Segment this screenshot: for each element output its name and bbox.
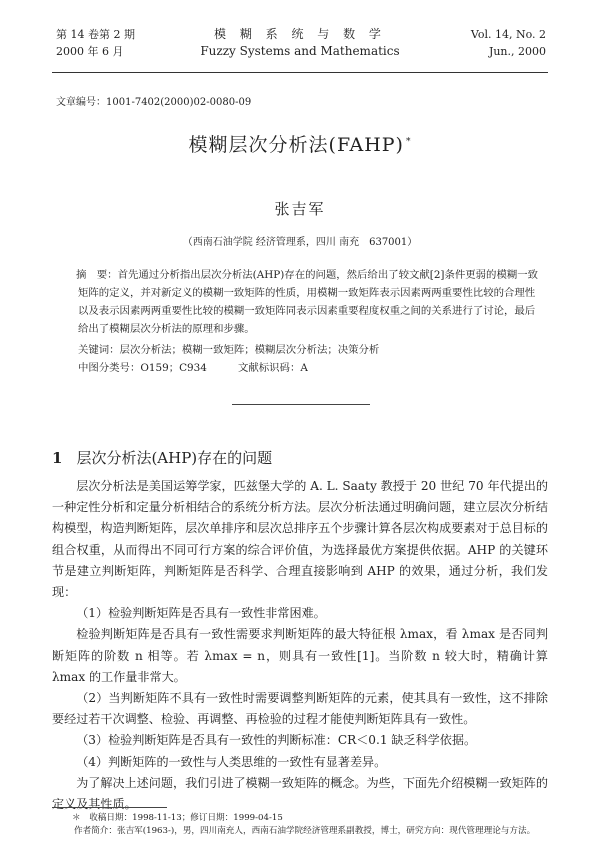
section-number: 1 [52, 449, 63, 467]
paragraph: 检验判断矩阵是否具有一致性需要求判断矩阵的最大特征根 λmax，看 λmax 是否同判断矩阵的阶数 n 相等。若 λmax = n，则具有一致性[1]。当阶数 n 较大时，精确计算 λmax 的工作量非常大。 [52, 627, 548, 684]
paper-title-text: 模糊层次分析法(FAHP) [188, 134, 404, 156]
abstract-text: 首先通过分析指出层次分析法(AHP)存在的问题，然后给出了较文献[2]条件更弱的模糊一致矩阵的定义，并对新定义的模糊一致矩阵的性质，用模糊一致矩阵表示因素两两重要性比较的合理性以及表示因素两两重要性比较的模糊一致矩阵同表示因素重要程度权重之间的关系进行了讨论，最后给出了模糊层次分析法的原理和步骤。 [78, 269, 539, 335]
list-item: （2）当判断矩阵不具有一致性时需要调整判断矩阵的元素，使其具有一致性，这不排除要经过若干次调整、检验、再调整、再检验的过程才能使判断矩阵具有一致性。 [52, 691, 548, 727]
section-title: 层次分析法(AHP)存在的问题 [76, 449, 273, 467]
footnotes [52, 812, 548, 838]
separator-rule [232, 404, 370, 405]
section-heading [52, 447, 272, 468]
classification-line [78, 359, 379, 377]
list-item: （1）检验判断矩阵是否具有一致性非常困难。 [76, 606, 326, 621]
paragraph: 层次分析法是美国运筹学家，匹兹堡大学的 A. L. Saaty 教授于 20 世纪 70 年代提出的一种定性分析和定量分析相结合的系统分析方法。层次分析法通过明确问题，建立层次分析结构模型，构造判断矩阵，层次单排序和层次总排序五个步骤计算各层次构成要素对于总目标的组合权重，从而得出不同可行方案的综合评价值，为选择最优方案提供依据。AHP 的关键环节是建立判断矩阵，判断矩阵是否科学、合理直接影响到 AHP 的效果，通过分析，我们发现： [52, 479, 548, 600]
paragraph: 为了解决上述问题，我们引进了模糊一致矩阵的概念。为些，下面先介绍模糊一致矩阵的定义及其性质。 [52, 775, 548, 812]
header-right [471, 26, 546, 60]
footnote-received: ＊ 收稿日期：1998-11-13；修订日期：1999-04-15 [72, 813, 283, 823]
journal-name-en: Fuzzy Systems and Mathematics [200, 44, 400, 58]
list-item: （3）检验判断矩阵是否具有一致性的判断标准：CR＜0.1 缺乏科学依据。 [76, 733, 477, 748]
publication-date-cn: 2000 年 6 月 [56, 45, 124, 58]
article-meta [78, 341, 379, 377]
volume-issue-en: Vol. 14, No. 2 [470, 28, 546, 41]
paper-title [0, 130, 600, 157]
abstract [78, 266, 540, 338]
clc-number: 中图分类号：O159；C934 [78, 362, 207, 374]
footnote-author-bio: 作者简介：张吉军(1963-)，男，四川南充人，西南石油学院经济管理系副教授，博士，研究方向：现代管理理论与方法。 [74, 826, 536, 836]
author-name: 张吉军 [274, 200, 326, 218]
abstract-label: 摘 要： [76, 269, 118, 281]
publication-date-en: Jun., 2000 [488, 45, 546, 58]
title-footnote-mark: * [405, 136, 412, 147]
volume-issue-cn: 第 14 卷第 2 期 [56, 28, 135, 41]
author-affiliation: （西南石油学院 经济管理系，四川 南充 637001） [182, 237, 418, 248]
keywords: 关键词：层次分析法；模糊一致矩阵；模糊层次分析法；决策分析 [78, 344, 380, 356]
list-item: （4）判断矩阵的一致性与人类思维的一致性有显著差异。 [76, 754, 387, 769]
header-rule [52, 72, 548, 73]
article-number: 文章编号：1001-7402(2000)02-0080-09 [56, 97, 252, 108]
footnote-rule [52, 807, 167, 808]
body-text [52, 476, 548, 815]
document-code: 文献标识码：A [238, 362, 308, 374]
journal-name-cn: 模 糊 系 统 与 数 学 [214, 27, 386, 41]
running-header [0, 0, 600, 78]
